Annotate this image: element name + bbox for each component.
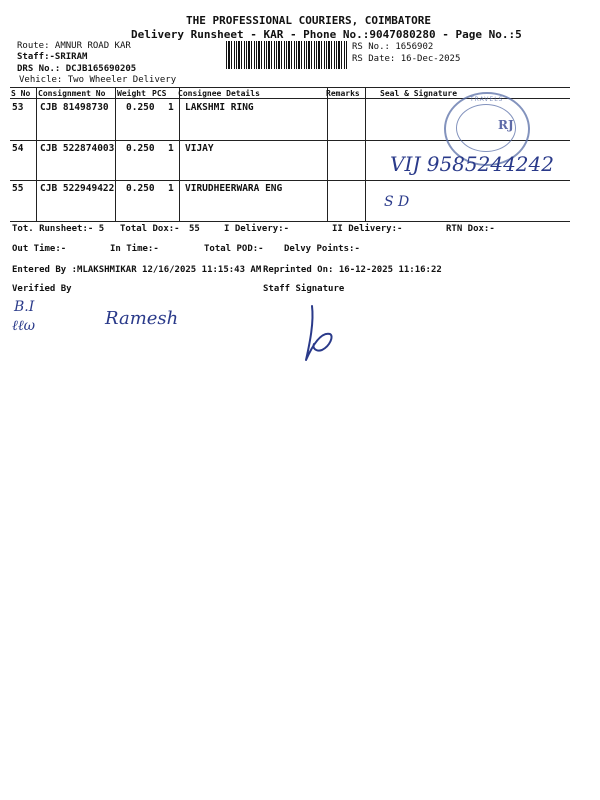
col-header-consignee: Consignee Details [178, 89, 260, 98]
row-consignee: LAKSHMI RING [185, 102, 254, 113]
row-consignee: VIRUDHEERWARA ENG [185, 183, 283, 194]
col-header-remarks: Remarks [326, 89, 360, 98]
row-sno: 53 [12, 102, 24, 113]
row-pcs: 1 [168, 143, 174, 154]
row-consignment: CJB 522874003 [40, 143, 115, 154]
verified-by-label: Verified By [12, 284, 72, 294]
out-time: Out Time:- [12, 244, 67, 254]
rs-date: RS Date: 16-Dec-2025 [352, 54, 461, 64]
table-bottom-border [10, 221, 570, 222]
vehicle-label: Vehicle: Two Wheeler Delivery [19, 75, 177, 85]
column-divider [115, 87, 116, 221]
col-header-sno: S No [11, 89, 31, 98]
col-header-weight: Weight [117, 89, 146, 98]
row-sno: 55 [12, 183, 24, 194]
column-divider [36, 87, 37, 221]
table-top-border [10, 87, 570, 88]
ii-delivery: II Delivery:- [332, 224, 403, 234]
row-sno: 54 [12, 143, 24, 154]
row-consignee: VIJAY [185, 143, 214, 154]
row-pcs: 1 [168, 183, 174, 194]
runsheet-subtitle: Delivery Runsheet - KAR - Phone No.:9047080280 - Page No.:5 [131, 28, 522, 41]
col-header-consignment: Consignment No [38, 89, 106, 98]
staff-signature-mark [300, 302, 340, 364]
handwritten-phone: VIJ 9585244242 [390, 152, 554, 176]
row-weight: 0.250 [126, 143, 155, 154]
col-header-seal: Seal & Signature [380, 89, 458, 98]
column-divider [365, 87, 366, 221]
verified-signature: B.I [14, 299, 35, 315]
reprinted-on: Reprinted On: 16-12-2025 11:16:22 [263, 265, 442, 275]
total-dox-value: 55 [189, 224, 200, 234]
entered-by: Entered By :MLAKSHMIKAR 12/16/2025 11:15:43 AM [12, 265, 262, 275]
company-title: THE PROFESSIONAL COURIERS, COIMBATORE [186, 14, 432, 27]
row-consignment: CJB 522949422 [40, 183, 115, 194]
column-divider [327, 87, 328, 221]
drs-number: DRS No.: DCJB165690205 [17, 64, 137, 74]
name-signature: Ramesh [105, 308, 179, 329]
row-weight: 0.250 [126, 102, 155, 113]
barcode [226, 41, 348, 69]
route-label: Route: AMNUR ROAD KAR [17, 41, 131, 51]
row-pcs: 1 [168, 102, 174, 113]
verified-scribble: ℓℓω [12, 318, 36, 334]
col-header-pcs: PCS [152, 89, 167, 98]
stamp-text: TRAVELS [470, 96, 504, 103]
total-pod: Total POD:- [204, 244, 264, 254]
delvy-points: Delvy Points:- [284, 244, 360, 254]
row-divider [10, 180, 570, 181]
row-weight: 0.250 [126, 183, 155, 194]
row-consignment: CJB 81498730 [40, 102, 109, 113]
staff-label: Staff:-SRIRAM [17, 52, 88, 62]
stamp-initials: RJ [498, 118, 514, 132]
staff-signature-label: Staff Signature [263, 284, 345, 294]
rtn-dox: RTN Dox:- [446, 224, 495, 234]
total-dox-label: Total Dox:- [120, 224, 180, 234]
i-delivery: I Delivery:- [224, 224, 290, 234]
in-time: In Time:- [110, 244, 159, 254]
column-divider [179, 87, 180, 221]
tot-runsheet: Tot. Runsheet:- 5 [12, 224, 105, 234]
rs-number: RS No.: 1656902 [352, 42, 434, 52]
handwritten-signature-row55: S D [384, 194, 410, 210]
